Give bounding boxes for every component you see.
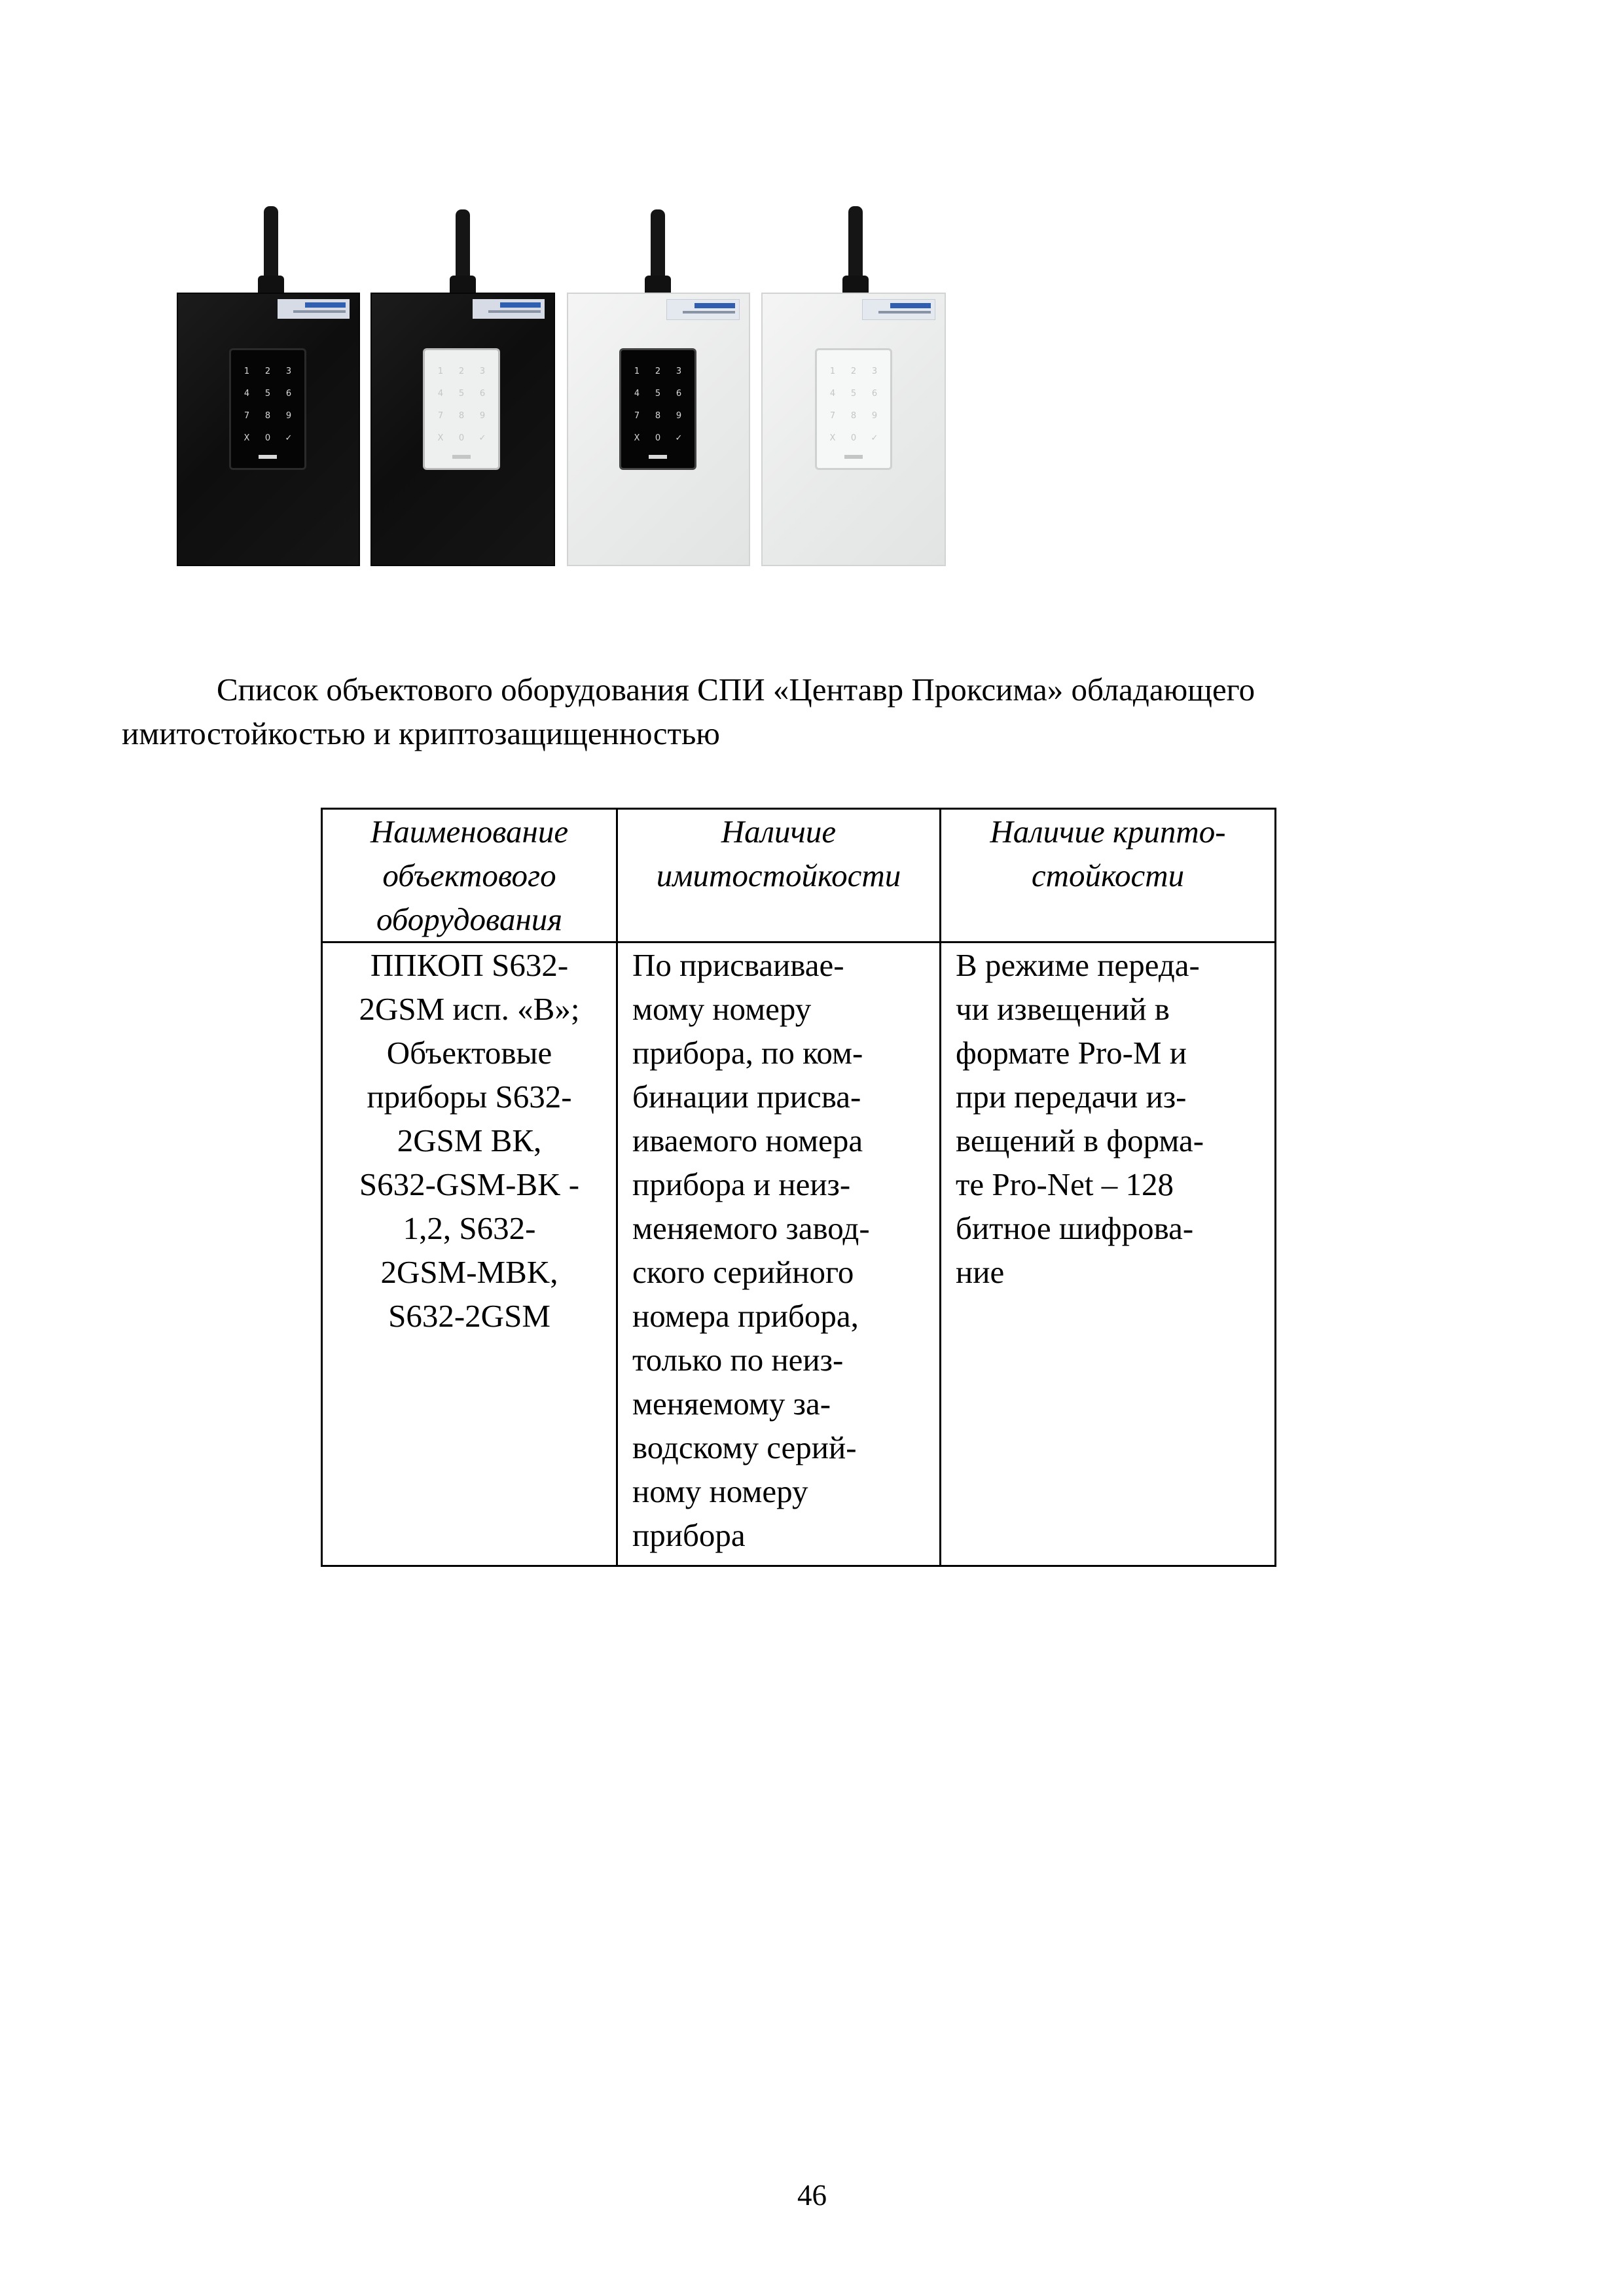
keypad-key: 5 (458, 389, 465, 399)
cell-text-line: ППКОП S632- (370, 947, 569, 983)
cell-text-line: прибора, по ком- (632, 1035, 863, 1071)
keypad-key: 0 (655, 433, 661, 443)
keypad-key: 9 (479, 411, 486, 421)
brand-plate (666, 299, 740, 320)
keypad-key: 5 (264, 389, 271, 399)
keypad-key: 7 (244, 411, 250, 421)
caption-line-1: Список объектового оборудования СПИ «Центавр Проксима» обладающего (217, 672, 1255, 708)
cell-text-line: 2GSM-MBK, (380, 1254, 558, 1290)
header-text-line: объектового (382, 857, 556, 893)
header-text-line: имитостойкости (656, 857, 901, 893)
keypad-key: 3 (871, 367, 878, 376)
brand-plate (473, 299, 545, 319)
cell-text-line: битное шифрова- (956, 1210, 1194, 1246)
cell-text-line: бинации присва- (632, 1079, 861, 1115)
cell-text-line: По присваивае- (632, 947, 844, 983)
keypad-keys (425, 350, 498, 468)
keypad-key: 0 (850, 433, 857, 443)
keypad-key: X (634, 433, 640, 443)
keypad-key: 8 (655, 411, 661, 421)
cell-text-line: те Pro-Net – 128 (956, 1166, 1174, 1202)
keypad-key: ✓ (675, 433, 683, 443)
keypad-key: 2 (458, 367, 465, 376)
cell-text-line: формате Pro-M и (956, 1035, 1187, 1071)
device-case (567, 293, 750, 566)
keypad-key: 7 (634, 411, 640, 421)
header-text-line: Наличие крипто- (990, 814, 1226, 850)
antenna (848, 206, 863, 291)
cell-text-line: только по неиз- (632, 1342, 844, 1378)
keypad-key: 8 (850, 411, 857, 421)
cell-text-line: мому номеру (632, 991, 812, 1027)
page-number: 46 (797, 2179, 827, 2212)
keypad-key: 5 (850, 389, 857, 399)
keypad-logo-strip (259, 455, 277, 459)
cell-text-line: Объектовые (386, 1035, 552, 1071)
keypad-key: 4 (829, 389, 836, 399)
keypad-keys (817, 350, 890, 468)
keypad-key: 6 (871, 389, 878, 399)
keypad-key: 9 (676, 411, 682, 421)
keypad-key: X (244, 433, 250, 443)
keypad-key: 3 (479, 367, 486, 376)
keypad-key: ✓ (478, 433, 486, 443)
keypad-keys (621, 350, 695, 468)
keypad-key: 4 (437, 389, 444, 399)
keypad-key: 6 (676, 389, 682, 399)
cell-text-line: иваемого номера (632, 1122, 863, 1158)
header-equipment-name (322, 809, 617, 942)
brand-plate (278, 299, 350, 319)
cell-text-line: при передачи из- (956, 1079, 1187, 1115)
keypad-key: X (829, 433, 836, 443)
keypad-key: 6 (479, 389, 486, 399)
keypad-key: 4 (634, 389, 640, 399)
cell-text-line: меняемому за- (632, 1386, 831, 1422)
keypad-key: 0 (264, 433, 271, 443)
device-photos (177, 206, 949, 573)
cell-imitation-resistance (617, 942, 941, 1566)
table-header-row (322, 809, 1276, 942)
keypad (621, 350, 695, 468)
keypad-key: 2 (850, 367, 857, 376)
cell-text-line: меняемого завод- (632, 1210, 870, 1246)
cell-equipment-list (322, 942, 617, 1566)
cell-text-line: ному номеру (632, 1473, 808, 1509)
header-text-line: Наименование (370, 814, 569, 850)
keypad-key: 9 (285, 411, 292, 421)
keypad-key: 2 (264, 367, 271, 376)
keypad-key: 3 (676, 367, 682, 376)
keypad-key: ✓ (871, 433, 878, 443)
cell-text-line: приборы S632- (367, 1079, 572, 1115)
antenna (264, 206, 278, 291)
cell-crypto-resistance (941, 942, 1276, 1566)
keypad-key: 3 (285, 367, 292, 376)
header-text-line: оборудования (376, 901, 563, 937)
header-crypto-resistance (941, 809, 1276, 942)
keypad-logo-strip (844, 455, 863, 459)
keypad-logo-strip (452, 455, 471, 459)
device-case (370, 293, 555, 566)
keypad-key: 5 (655, 389, 661, 399)
antenna (456, 209, 470, 291)
keypad-logo-strip (649, 455, 667, 459)
keypad-key: 4 (244, 389, 250, 399)
keypad-key: 8 (264, 411, 271, 421)
cell-text-line: ского серийного (632, 1254, 854, 1290)
keypad-key: 7 (829, 411, 836, 421)
device-case (761, 293, 946, 566)
antenna (651, 209, 665, 291)
caption-line-2: имитостойкостью и криптозащищенностью (122, 715, 720, 751)
cell-text-line: 1,2, S632- (403, 1210, 536, 1246)
cell-text-line: ние (956, 1254, 1005, 1290)
cell-text-line: номера прибора, (632, 1298, 859, 1334)
cell-text-line: В режиме переда- (956, 947, 1200, 983)
table-row (322, 942, 1276, 1566)
header-imitation-resistance (617, 809, 941, 942)
keypad-key: 1 (829, 367, 836, 376)
cell-text-line: S632-2GSM (388, 1298, 550, 1334)
cell-text-line: водскому серий- (632, 1429, 857, 1465)
cell-text-line: S632-GSM-BK - (359, 1166, 580, 1202)
header-text-line: стойкости (1031, 857, 1185, 893)
keypad-key: 1 (437, 367, 444, 376)
header-text-line: Наличие (721, 814, 837, 850)
brand-plate (862, 299, 935, 320)
cell-text-line: прибора (632, 1517, 746, 1553)
equipment-table (321, 808, 1276, 1567)
keypad-key: X (437, 433, 444, 443)
keypad-key: ✓ (285, 433, 293, 443)
keypad-key: 7 (437, 411, 444, 421)
keypad (425, 350, 498, 468)
keypad-key: 1 (244, 367, 250, 376)
keypad-key: 0 (458, 433, 465, 443)
table-caption (122, 668, 1503, 755)
cell-text-line: 2GSM исп. «В»; (359, 991, 580, 1027)
cell-text-line: чи извещений в (956, 991, 1170, 1027)
keypad-key: 8 (458, 411, 465, 421)
keypad (231, 350, 304, 468)
cell-text-line: 2GSM ВК, (397, 1122, 542, 1158)
keypad-key: 1 (634, 367, 640, 376)
cell-text-line: прибора и неиз- (632, 1166, 851, 1202)
keypad-key: 9 (871, 411, 878, 421)
keypad-key: 2 (655, 367, 661, 376)
cell-text-line: вещений в форма- (956, 1122, 1204, 1158)
keypad-key: 6 (285, 389, 292, 399)
keypad (817, 350, 890, 468)
keypad-keys (231, 350, 304, 468)
device-case (177, 293, 360, 566)
